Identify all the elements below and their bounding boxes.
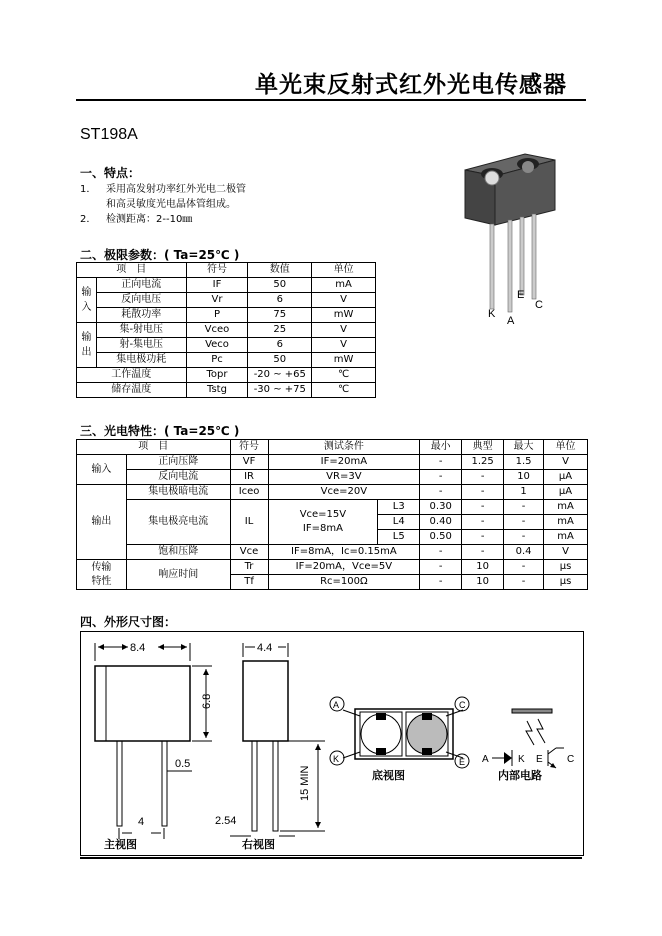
feature-2-line-1: 检测距离：2--10㎜ xyxy=(106,214,193,225)
table-row xyxy=(77,278,376,293)
cell: - xyxy=(420,575,462,590)
cell: mA xyxy=(544,500,588,515)
table-row xyxy=(77,308,376,323)
table-row xyxy=(77,353,376,368)
cell: - xyxy=(420,485,462,500)
features-heading: 一、特点： xyxy=(80,166,141,180)
cell: - xyxy=(420,560,462,575)
cell: μs xyxy=(544,575,588,590)
group-line: 传输 xyxy=(91,561,112,573)
cell: 集电极功耗 xyxy=(96,353,186,368)
cell: VR=3V xyxy=(268,470,420,485)
cell: 工作温度 xyxy=(77,368,187,383)
circuit-pin-e: E xyxy=(536,754,543,765)
table-row xyxy=(77,323,376,338)
front-view-caption: 主视图 xyxy=(104,839,137,851)
cell: V xyxy=(312,338,376,353)
cell: - xyxy=(504,560,544,575)
cell: 0.50 xyxy=(420,530,462,545)
bottom-pin-a: A xyxy=(333,700,340,710)
feature-2-num: 2． xyxy=(80,214,97,225)
cell: mA xyxy=(312,278,376,293)
cell: - xyxy=(504,530,544,545)
cell: 集电极暗电流 xyxy=(126,485,230,500)
pin-label-e: E xyxy=(517,289,525,301)
pin-label-a: A xyxy=(507,315,515,327)
limits-table xyxy=(76,262,376,398)
cell: mA xyxy=(544,515,588,530)
cell: L4 xyxy=(378,515,420,530)
cell: -20 ~ +65 xyxy=(248,368,312,383)
footer-rule xyxy=(80,857,582,859)
cond-line: Vce=15V xyxy=(299,509,347,520)
table-row xyxy=(77,338,376,353)
cell: mW xyxy=(312,353,376,368)
cell: VF xyxy=(230,455,268,470)
cell: V xyxy=(312,293,376,308)
page-title: 单光束反射式红外光电传感器 xyxy=(255,72,567,98)
cell: 10 xyxy=(462,560,504,575)
th-typ: 典型 xyxy=(462,440,504,455)
pin-label-c: C xyxy=(535,299,543,311)
cell: -30 ~ +75 xyxy=(248,383,312,398)
cell: - xyxy=(462,485,504,500)
group-input: 输入 xyxy=(77,278,97,323)
cell: IF=20mA，Vce=5V xyxy=(268,560,420,575)
cell: P xyxy=(186,308,248,323)
model-number: ST198A xyxy=(80,126,138,143)
product-illustration xyxy=(440,140,590,330)
cell: 75 xyxy=(248,308,312,323)
th-max: 最大 xyxy=(504,440,544,455)
outline-drawings xyxy=(80,631,582,854)
cell: Tr xyxy=(230,560,268,575)
cell: L5 xyxy=(378,530,420,545)
table-row xyxy=(77,383,376,398)
feature-1-line-1: 采用高发射功率红外光电二极管 xyxy=(106,184,246,195)
table-row xyxy=(77,545,588,560)
limits-heading: 二、极限参数：( Ta=25℃ ) xyxy=(80,248,240,262)
cell: 正向压降 xyxy=(126,455,230,470)
cell: IF=8mA，Ic=0.15mA xyxy=(268,545,420,560)
cell: 集-射电压 xyxy=(96,323,186,338)
cell: - xyxy=(504,575,544,590)
cell: 10 xyxy=(462,575,504,590)
cell: 0.30 xyxy=(420,500,462,515)
cell: Topr xyxy=(186,368,248,383)
cell: Tf xyxy=(230,575,268,590)
cell: - xyxy=(504,500,544,515)
th-value: 数值 xyxy=(248,263,312,278)
cell: IF=20mA xyxy=(268,455,420,470)
cell: Veco xyxy=(186,338,248,353)
cell: - xyxy=(504,515,544,530)
th-symbol: 符号 xyxy=(186,263,248,278)
outline-heading: 四、外形尺寸图： xyxy=(80,615,177,629)
cell: 50 xyxy=(248,278,312,293)
cell: - xyxy=(462,470,504,485)
feature-1-num: 1． xyxy=(80,184,97,195)
dim-front-height: 6.8 xyxy=(201,693,213,709)
cell: 1.25 xyxy=(462,455,504,470)
cell: μs xyxy=(544,560,588,575)
circuit-caption: 内部电路 xyxy=(498,770,542,782)
circuit-pin-a: A xyxy=(482,754,489,765)
cell: 射-集电压 xyxy=(96,338,186,353)
cell: 耗散功率 xyxy=(96,308,186,323)
cell: 25 xyxy=(248,323,312,338)
electro-header-row xyxy=(77,440,588,455)
cell: - xyxy=(420,470,462,485)
pin-label-k: K xyxy=(488,308,496,320)
table-row xyxy=(77,485,588,500)
dim-side-pitch: 2.54 xyxy=(215,815,237,827)
dim-side-width: 4.4 xyxy=(257,642,273,654)
cell: Tstg xyxy=(186,383,248,398)
th-condition: 测试条件 xyxy=(268,440,420,455)
cell: - xyxy=(462,545,504,560)
table-row xyxy=(77,368,376,383)
cond-line: IF=8mA xyxy=(302,523,343,534)
cell: 50 xyxy=(248,353,312,368)
table-row xyxy=(77,560,588,575)
th-unit: 单位 xyxy=(544,440,588,455)
cell: Rc=100Ω xyxy=(268,575,420,590)
dim-front-width: 8.4 xyxy=(130,642,146,654)
electro-heading: 三、光电特性：( Ta=25℃ ) xyxy=(80,424,240,438)
side-view-caption: 右视图 xyxy=(242,839,275,851)
cell: 6 xyxy=(248,293,312,308)
group-output: 输出 xyxy=(77,485,127,560)
th-symbol: 符号 xyxy=(230,440,268,455)
cell: ℃ xyxy=(312,383,376,398)
header-rule xyxy=(76,99,586,101)
cell: V xyxy=(544,545,588,560)
cell: mA xyxy=(544,530,588,545)
electro-table xyxy=(76,439,588,590)
cell: 1.5 xyxy=(504,455,544,470)
cell: - xyxy=(420,455,462,470)
cell: 储存温度 xyxy=(77,383,187,398)
cell: Vce xyxy=(230,545,268,560)
cell: 集电极亮电流 xyxy=(126,500,230,545)
dim-lead-length: 15 MIN xyxy=(299,765,311,801)
th-unit: 单位 xyxy=(312,263,376,278)
cell: μA xyxy=(544,485,588,500)
cell: - xyxy=(462,500,504,515)
cell: mW xyxy=(312,308,376,323)
circuit-pin-c: C xyxy=(567,754,575,765)
table-row xyxy=(77,470,588,485)
cell: - xyxy=(420,545,462,560)
group-line: 特性 xyxy=(91,575,112,587)
cell: μA xyxy=(544,470,588,485)
cell: IF xyxy=(186,278,248,293)
th-min: 最小 xyxy=(420,440,462,455)
bottom-pin-e: E xyxy=(459,757,466,767)
dim-pitch: 4 xyxy=(138,816,145,828)
cell: Vr xyxy=(186,293,248,308)
cell-il-condition xyxy=(268,500,378,545)
table-row xyxy=(77,293,376,308)
cell: 饱和压降 xyxy=(126,545,230,560)
cell: 正向电流 xyxy=(96,278,186,293)
cell: Vce=20V xyxy=(268,485,420,500)
cell: V xyxy=(312,323,376,338)
dim-lead-width: 0.5 xyxy=(175,758,191,770)
cell: IL xyxy=(230,500,268,545)
cell: Iceo xyxy=(230,485,268,500)
feature-1-line-2: 和高灵敏度光电晶体管组成。 xyxy=(106,199,236,210)
group-input: 输入 xyxy=(77,455,127,485)
cell: 10 xyxy=(504,470,544,485)
cell: 反向电压 xyxy=(96,293,186,308)
th-param: 项 目 xyxy=(77,263,187,278)
cell: Vceo xyxy=(186,323,248,338)
bottom-pin-c: C xyxy=(459,700,466,710)
cell: 1 xyxy=(504,485,544,500)
th-param: 项 目 xyxy=(77,440,231,455)
cell: ℃ xyxy=(312,368,376,383)
circuit-pin-k: K xyxy=(518,754,525,765)
cell: 0.40 xyxy=(420,515,462,530)
cell: L3 xyxy=(378,500,420,515)
cell: 响应时间 xyxy=(126,560,230,590)
group-output: 输出 xyxy=(77,323,97,368)
table-row xyxy=(77,455,588,470)
bottom-view-caption: 底视图 xyxy=(372,770,405,782)
cell: IR xyxy=(230,470,268,485)
cell: 6 xyxy=(248,338,312,353)
bottom-pin-k: K xyxy=(333,754,340,764)
limits-header-row xyxy=(77,263,376,278)
cell: V xyxy=(544,455,588,470)
cell: 0.4 xyxy=(504,545,544,560)
cell: - xyxy=(462,530,504,545)
group-transfer xyxy=(77,560,127,590)
cell: Pc xyxy=(186,353,248,368)
table-row xyxy=(77,500,588,515)
cell: 反向电流 xyxy=(126,470,230,485)
cell: - xyxy=(462,515,504,530)
